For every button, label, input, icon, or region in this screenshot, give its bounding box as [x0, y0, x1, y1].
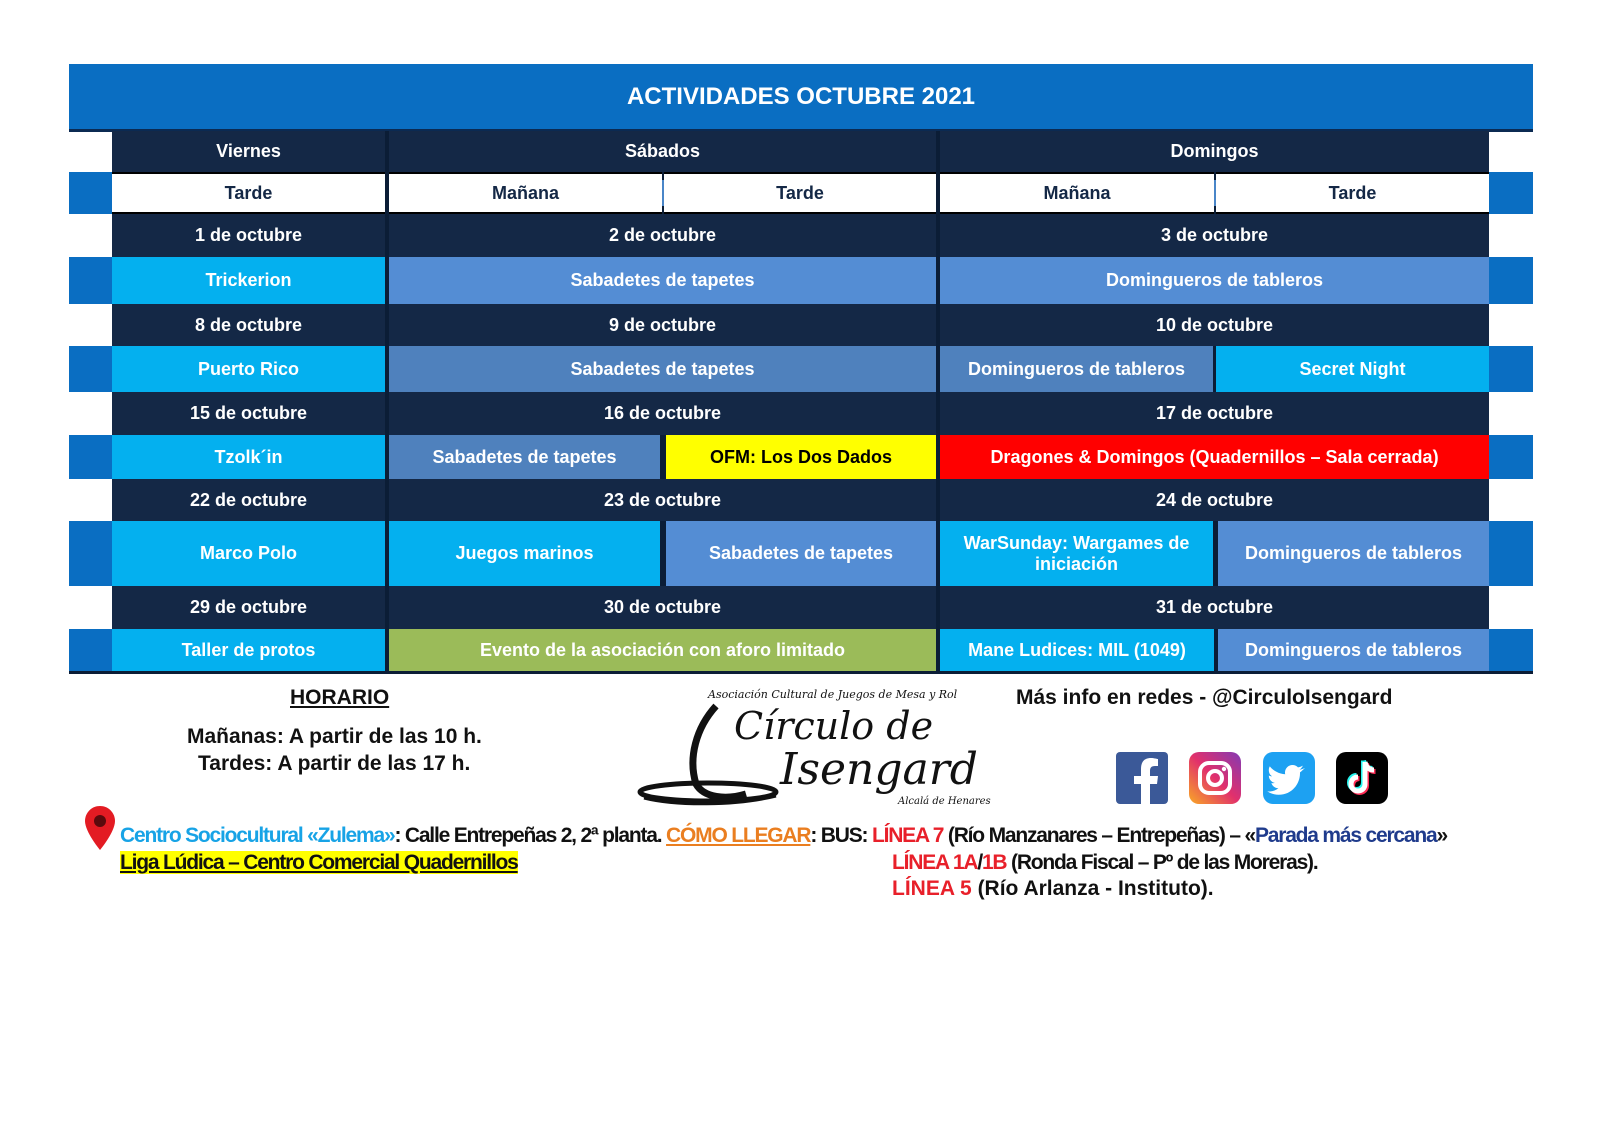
stripe — [69, 629, 112, 671]
stripe — [69, 435, 112, 479]
header-sabados: Sábados — [389, 131, 936, 172]
subheader-domingo-tarde: Tarde — [1216, 172, 1489, 214]
instagram-icon[interactable] — [1189, 752, 1241, 804]
activity-cell: Trickerion — [112, 257, 385, 304]
social-info: Más info en redes - @CirculoIsengard — [1016, 686, 1393, 709]
activity-cell: Juegos marinos — [389, 521, 660, 586]
stripe — [1489, 435, 1533, 479]
stripe — [1489, 257, 1533, 304]
activity-cell: Tzolk´in — [112, 435, 385, 479]
subheader-sabado-manana: Mañana — [389, 172, 662, 214]
activity-cell: Sabadetes de tapetes — [389, 257, 936, 304]
venue-street: : Calle Entrepeñas 2, 2ª planta. — [394, 824, 667, 847]
activity-cell: Puerto Rico — [112, 346, 385, 392]
date-cell: 24 de octubre — [940, 479, 1489, 521]
activity-cell: Secret Night — [1216, 346, 1489, 392]
linea-1a: LÍNEA 1A — [892, 851, 978, 874]
date-cell: 8 de octubre — [112, 304, 385, 346]
stripe — [1489, 521, 1533, 586]
date-cell: 17 de octubre — [940, 392, 1489, 435]
liga-ludica-link[interactable]: Liga Lúdica – Centro Comercial Quadernillos — [120, 851, 518, 874]
logo-subtitle: Alcalá de Henares — [898, 796, 991, 807]
subheader-sabado-tarde: Tarde — [664, 172, 936, 214]
bus-label: : BUS: — [810, 824, 872, 847]
activity-cell: Marco Polo — [112, 521, 385, 586]
date-cell: 31 de octubre — [940, 586, 1489, 629]
como-llegar-link[interactable]: CÓMO LLEGAR — [666, 824, 811, 847]
logo-line2: Isengard — [780, 744, 978, 795]
divider — [662, 180, 664, 206]
linea-5-route: (Río Arlanza - Instituto). — [971, 877, 1214, 900]
date-cell: 3 de octubre — [940, 214, 1489, 257]
activity-cell: Dragones & Domingos (Quadernillos – Sala cerrada) — [940, 435, 1489, 479]
activity-cell: Domingueros de tableros — [1218, 629, 1489, 671]
subheader-viernes-tarde: Tarde — [112, 172, 385, 214]
date-cell: 15 de octubre — [112, 392, 385, 435]
linea-7: LÍNEA 7 — [871, 824, 944, 847]
stripe — [69, 257, 112, 304]
map-pin-icon — [84, 805, 116, 851]
activity-cell: Domingueros de tableros — [1218, 521, 1489, 586]
logo-line1: Círculo de — [734, 704, 934, 748]
club-logo — [636, 688, 991, 812]
activity-cell: Domingueros de tableros — [940, 346, 1213, 392]
table-bottom-rule — [69, 671, 1533, 674]
address-line — [120, 824, 1447, 848]
activity-cell: Taller de protos — [112, 629, 385, 671]
linea-7-route: (Río Manzanares – Entrepeñas) – « — [943, 824, 1255, 847]
horario-tardes: Tardes: A partir de las 17 h. — [198, 752, 471, 775]
date-cell: 23 de octubre — [389, 479, 936, 521]
stripe — [1489, 172, 1533, 214]
activity-cell: Sabadetes de tapetes — [666, 521, 936, 586]
activity-cell: OFM: Los Dos Dados — [666, 435, 936, 479]
date-cell: 1 de octubre — [112, 214, 385, 257]
linea-1-line — [892, 851, 1318, 875]
logo-top-text: Asociación Cultural de Juegos de Mesa y Rol — [708, 688, 958, 701]
subheader-domingo-manana: Mañana — [940, 172, 1214, 214]
stripe — [69, 346, 112, 392]
date-cell: 10 de octubre — [940, 304, 1489, 346]
stripe — [69, 172, 112, 214]
tiktok-icon[interactable] — [1336, 752, 1388, 804]
date-cell: 16 de octubre — [389, 392, 936, 435]
linea-5-line — [892, 877, 1214, 901]
date-cell: 2 de octubre — [389, 214, 936, 257]
activity-cell: WarSunday: Wargames de iniciación — [940, 521, 1213, 586]
activity-cell: Domingueros de tableros — [940, 257, 1489, 304]
liga-line — [120, 851, 518, 875]
header-viernes: Viernes — [112, 131, 385, 172]
activity-cell: Evento de la asociación con aforo limitado — [389, 629, 936, 671]
activity-cell: Sabadetes de tapetes — [389, 346, 936, 392]
linea-1b: 1B — [981, 851, 1007, 874]
stripe — [1489, 629, 1533, 671]
linea-1-route: (Ronda Fiscal – Pº de las Moreras). — [1006, 851, 1318, 874]
linea-5: LÍNEA 5 — [892, 877, 972, 900]
date-cell: 30 de octubre — [389, 586, 936, 629]
stripe — [69, 521, 112, 586]
close-quote: » — [1436, 824, 1447, 847]
divider — [1214, 180, 1216, 206]
venue-name: Centro Sociocultural «Zulema» — [120, 824, 395, 847]
linea-slash: / — [977, 851, 982, 874]
activity-cell: Sabadetes de tapetes — [389, 435, 660, 479]
horario-mananas: Mañanas: A partir de las 10 h. — [187, 725, 482, 748]
horario-title: HORARIO — [290, 686, 390, 709]
facebook-icon[interactable] — [1116, 752, 1168, 804]
date-cell: 29 de octubre — [112, 586, 385, 629]
parada-cercana: Parada más cercana — [1254, 824, 1437, 847]
activity-cell: Mane Ludices: MIL (1049) — [940, 629, 1214, 671]
stripe — [1489, 346, 1533, 392]
page-title: ACTIVIDADES OCTUBRE 2021 — [69, 64, 1533, 132]
header-domingos: Domingos — [940, 131, 1489, 172]
date-cell: 9 de octubre — [389, 304, 936, 346]
twitter-icon[interactable] — [1263, 752, 1315, 804]
date-cell: 22 de octubre — [112, 479, 385, 521]
